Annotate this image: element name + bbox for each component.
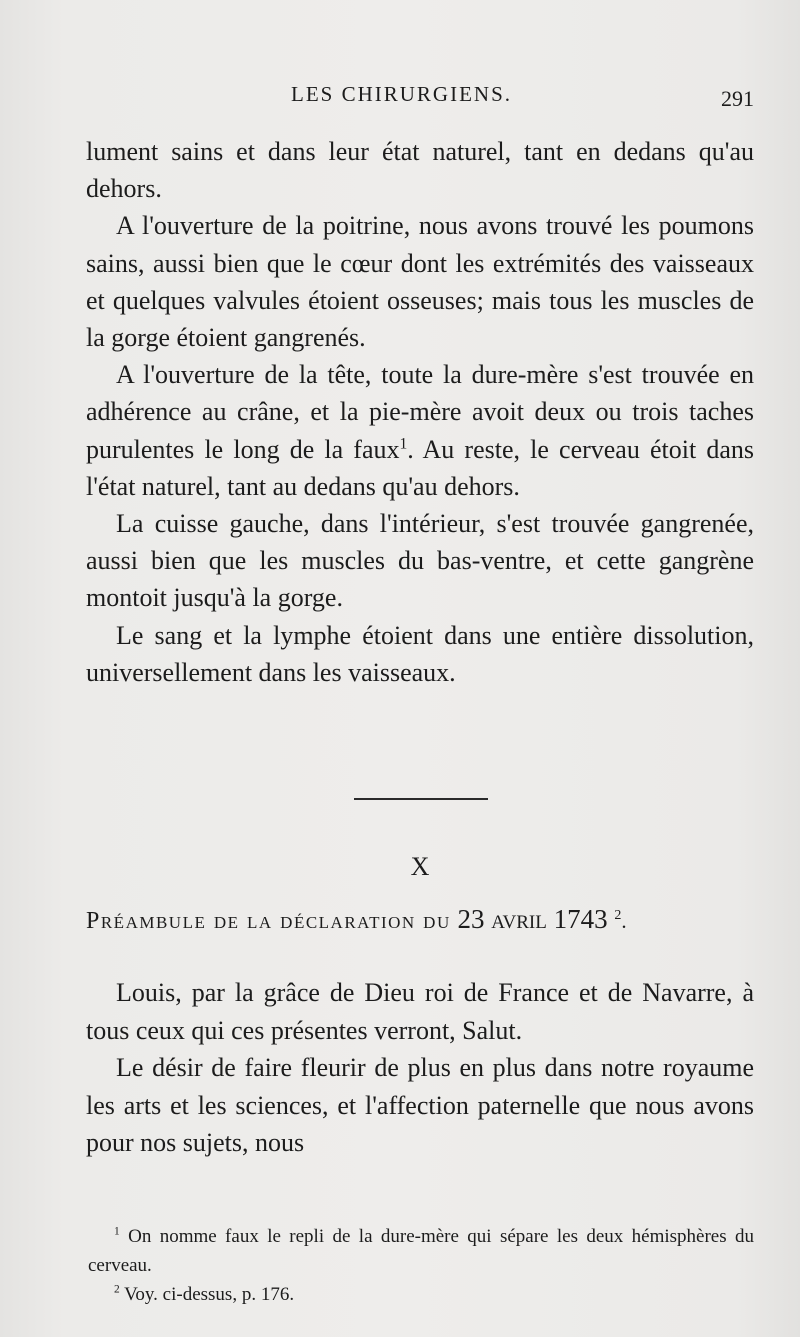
footnote-1-text: On nomme faux le repli de la dure-mère qui sépare les deux hémisphères du cerveau. (88, 1226, 755, 1276)
section-body (86, 974, 754, 1162)
paragraph-desir: Le désir de faire fleurir de plus en plus dans notre royaume les arts et les sciences, et l'affection paternelle que nous avons pour nos sujets, nous (86, 1053, 754, 1157)
section-title-prefix: Préambule de la déclaration du (86, 908, 451, 934)
footnote-2-text: Voy. ci-dessus, p. 176. (124, 1284, 295, 1305)
paragraph-sang: Le sang et la lymphe étoient dans une entière dissolution, universellement dans les vaisseaux. (86, 620, 754, 687)
footnote-ref-1: 1 (399, 434, 408, 452)
paragraph-tete: A l'ouverture de la tête, toute la dure-mère s'est trouvée en adhérence au crâne, et la pie-mère avoit deux ou trois taches purulentes le long de la faux$^1$. Au reste, le cerveau étoit dans l'état naturel, tant au dedans qu'au dehors. (86, 360, 754, 501)
footnote-ref-2: 2 (614, 908, 622, 923)
paragraph-continuation: lument sains et dans leur état naturel, tant en dedans qu'au dehors. (86, 137, 754, 204)
section-divider (354, 798, 488, 800)
section-number: X (410, 852, 430, 881)
page-number: 291 (721, 86, 754, 111)
footnote-2 (88, 1280, 754, 1309)
footnotes (88, 1222, 754, 1309)
paragraph-louis: Louis, par la grâce de Dieu roi de France et de Navarre, à tous ceux qui ces présentes verront, Salut. (86, 978, 754, 1045)
paragraph-cuisse: La cuisse gauche, dans l'intérieur, s'est trouvée gangrenée, aussi bien que les muscles du bas-ventre, et cette gangrène montoit jusqu'à la gorge. (86, 509, 754, 613)
running-head (86, 82, 754, 112)
paragraph-tete-text: A l'ouverture de la tête, toute la dure-mère s'est trouvée en adhérence au crâne, et la pie-mère avoit deux ou trois taches purulentes le long de la faux (86, 360, 754, 464)
footnote-2-marker: 2 (114, 1283, 120, 1296)
paragraph-cerveau-text: Au reste, le cerveau étoit dans l'état naturel, tant au dedans qu'au dehors. (86, 434, 754, 501)
footnote-1 (88, 1222, 754, 1280)
section-title-date: 23 avril 1743 (457, 904, 608, 934)
footnote-1-marker: 1 (114, 1225, 120, 1238)
running-title: LES CHIRURGIENS. (291, 82, 513, 106)
body-text (86, 133, 754, 691)
paragraph-poitrine: A l'ouverture de la poitrine, nous avons trouvé les poumons sains, aussi bien que le cœur dont les extrémités des vaisseaux et quelques valvules étoient osseuses; mais tous les muscles de la gorge étoient gangrenés. (86, 211, 754, 353)
section-title: Préambule de la déclaration du 23 avril 1743 $^2$. (86, 904, 629, 934)
